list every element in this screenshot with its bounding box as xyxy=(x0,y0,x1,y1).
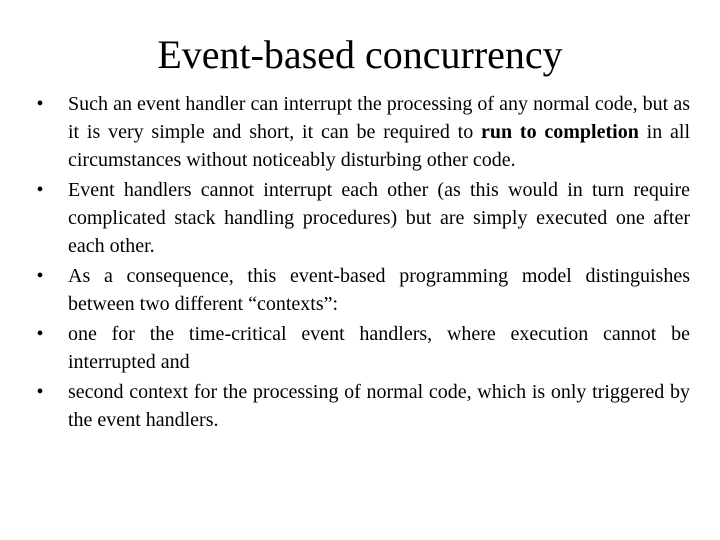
bullet-text: Event handlers cannot interrupt each other (as this would in turn require complicated stack handling procedures) but are simply executed one after each other. xyxy=(68,179,690,257)
bullet-item xyxy=(30,90,690,174)
bullet-marker: • xyxy=(36,323,44,345)
bullet-marker: • xyxy=(36,93,44,115)
bullet-marker: • xyxy=(36,179,44,201)
bullet-item xyxy=(30,378,690,434)
bullet-item xyxy=(30,320,690,376)
bullet-item xyxy=(30,262,690,318)
bullet-marker: • xyxy=(36,265,44,287)
bullet-text: Such an event handler can interrupt the processing of any normal code, but as it is very simple and short, it can be required to xyxy=(68,93,690,143)
bullet-list xyxy=(30,90,690,436)
bullet-item xyxy=(30,176,690,260)
bullet-text: second context for the processing of normal code, which is only triggered by the event handlers. xyxy=(68,381,690,431)
bullet-marker: • xyxy=(36,381,44,403)
bullet-text: in all circumstances without noticeably disturbing other code. xyxy=(68,121,691,171)
slide-title: Event-based concurrency xyxy=(157,32,563,77)
bullet-bold-text: run to completion xyxy=(481,121,639,143)
bullet-text: As a consequence, this event-based programming model distinguishes between two different “contexts”: xyxy=(68,265,690,315)
bullet-text: one for the time-critical event handlers, where execution cannot be interrupted and xyxy=(68,323,690,373)
